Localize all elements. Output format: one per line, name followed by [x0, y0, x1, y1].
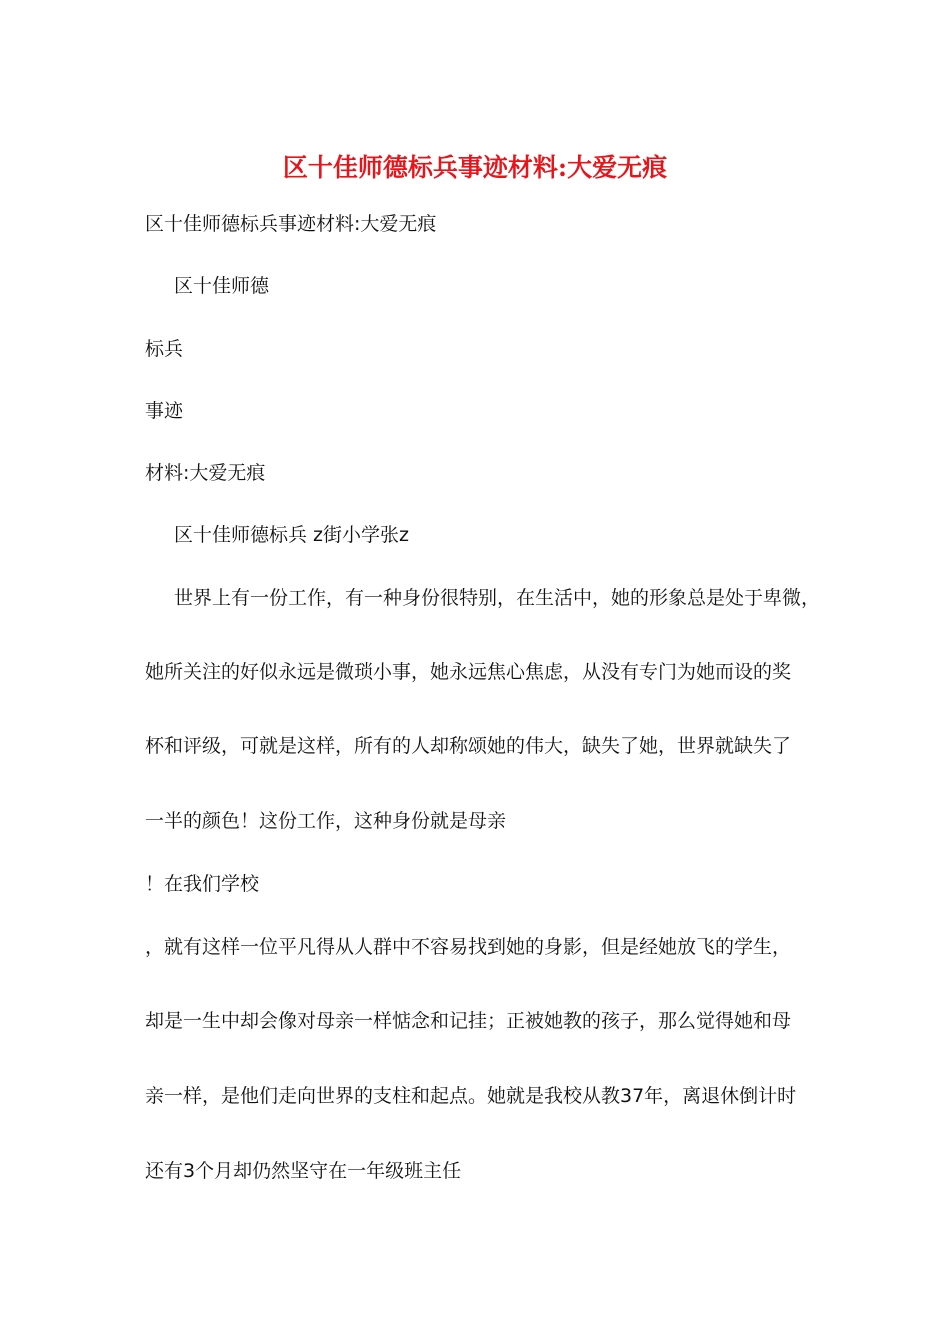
- text-line: 区十佳师德: [174, 275, 270, 297]
- text-line: 标兵: [145, 338, 184, 360]
- paragraph-line: 还有3个月却仍然坚守在一年级班主任: [145, 1160, 462, 1182]
- paragraph-line: 世界上有一份工作，有一种身份很特别，在生活中，她的形象总是处于卑微，: [174, 587, 821, 609]
- paragraph-line: 她所关注的好似永远是微琐小事，她永远焦心焦虑，从没有专门为她而设的奖: [145, 661, 792, 683]
- text-line: 材料:大爱无痕: [145, 462, 266, 484]
- paragraph-line: 一半的颜色！这份工作，这种身份就是母亲: [145, 810, 507, 832]
- text-line: 事迹: [145, 400, 184, 422]
- paragraph-line: 杯和评级，可就是这样，所有的人却称颂她的伟大，缺失了她，世界就缺失了: [145, 735, 792, 757]
- author-line: 区十佳师德标兵 z街小学张z: [174, 524, 409, 546]
- document-title: 区十佳师德标兵事迹材料:大爱无痕: [282, 153, 668, 182]
- paragraph-line: ，就有这样一位平凡得从人群中不容易找到她的身影，但是经她放飞的学生，: [145, 936, 792, 958]
- paragraph-line: ！在我们学校: [145, 873, 260, 895]
- subtitle-line: 区十佳师德标兵事迹材料:大爱无痕: [145, 213, 437, 235]
- paragraph-line: 却是一生中却会像对母亲一样惦念和记挂；正被她教的孩子，那么觉得她和母: [145, 1010, 792, 1032]
- paragraph-line: 亲一样，是他们走向世界的支柱和起点。她就是我校从教37年，离退休倒计时: [145, 1085, 797, 1107]
